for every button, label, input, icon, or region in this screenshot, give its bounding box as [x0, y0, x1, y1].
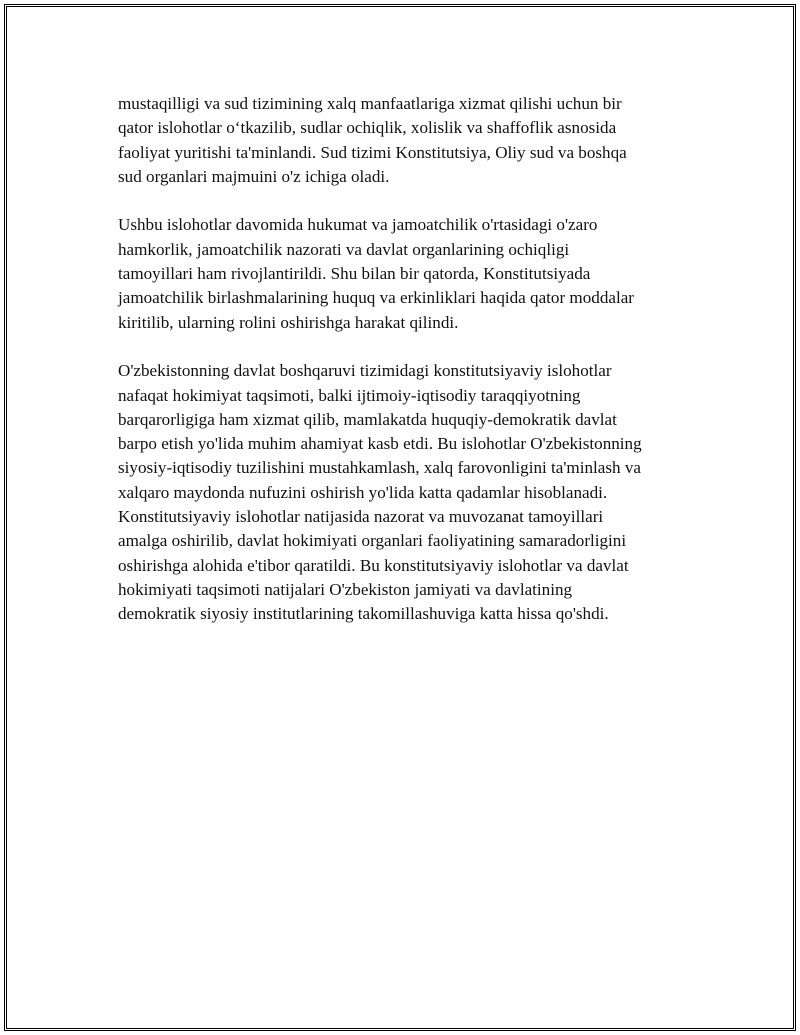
- paragraph-3: [118, 359, 688, 626]
- text-line: demokratik siyosiy institutlarining takomillashuviga katta hissa qo'shdi.: [118, 604, 609, 624]
- text-line: jamoatchilik birlashmalarining huquq va erkinliklari haqida qator moddalar: [118, 288, 634, 308]
- text-line: sud organlari majmuini o'z ichiga oladi.: [118, 166, 390, 186]
- text-line: oshirishga alohida e'tibor qaratildi. Bu konstitutsiyaviy islohotlar va davlat: [118, 555, 629, 575]
- text-line: xalqaro maydonda nufuzini oshirish yo'lida katta qadamlar hisoblanadi.: [118, 482, 608, 502]
- text-line: amalga oshirilib, davlat hokimiyati organlari faoliyatining samaradorligini: [118, 531, 627, 551]
- text-line: mustaqilligi va sud tizimining xalq manfaatlariga xizmat qilishi uchun bir: [118, 94, 622, 113]
- text-line: qator islohotlar o‘tkazilib, sudlar ochiqlik, xolislik va shaffoflik asnosida: [118, 118, 617, 138]
- text-line: Konstitutsiyaviy islohotlar natijasida nazorat va muvozanat tamoyillari: [118, 507, 604, 527]
- text-line: O'zbekistonning davlat boshqaruvi tizimidagi konstitutsiyaviy islohotlar: [118, 361, 612, 381]
- paragraph-1: [118, 92, 688, 189]
- text-line: barqarorligiga ham xizmat qilib, mamlakatda huquqiy-demokratik davlat: [118, 409, 617, 429]
- text-line: siyosiy-iqtisodiy tuzilishini mustahkamlash, xalq farovonligini ta'minlash va: [118, 458, 641, 478]
- text-line: nafaqat hokimiyat taqsimoti, balki ijtimoiy-iqtisodiy taraqqiyotning: [118, 385, 581, 405]
- text-line: kiritilib, ularning rolini oshirishga harakat qilindi.: [118, 312, 459, 332]
- text-line: barpo etish yo'lida muhim ahamiyat kasb etdi. Bu islohotlar O'zbekistonning: [118, 434, 642, 454]
- text-line: hamkorlik, jamoatchilik nazorati va davlat organlarining ochiqligi: [118, 239, 570, 259]
- text-line: tamoyillari ham rivojlantirildi. Shu bilan bir qatorda, Konstitutsiyada: [118, 264, 591, 284]
- text-line: faoliyat yuritishi ta'minlandi. Sud tizimi Konstitutsiya, Oliy sud va boshqa: [118, 142, 627, 162]
- text-line: Ushbu islohotlar davomida hukumat va jamoatchilik o'rtasidagi o'zaro: [118, 215, 598, 235]
- paragraph-2: [118, 213, 688, 334]
- document-body: [118, 92, 688, 651]
- text-line: hokimiyati taqsimoti natijalari O'zbekiston jamiyati va davlatining: [118, 579, 573, 599]
